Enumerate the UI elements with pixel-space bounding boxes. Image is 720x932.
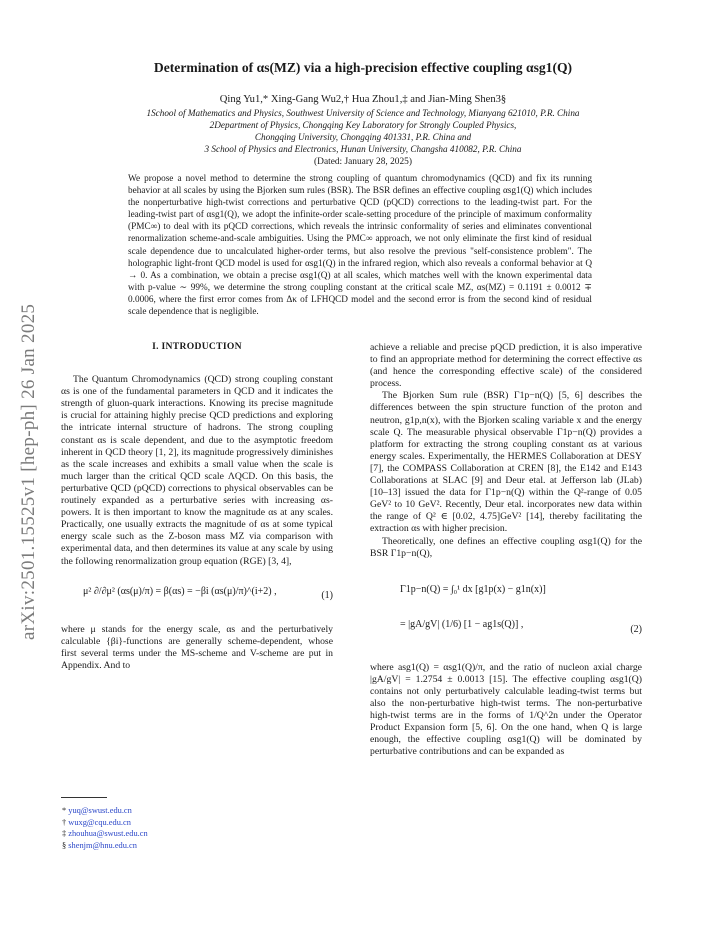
equation-2-number: (2)	[630, 623, 642, 635]
equation-1	[61, 574, 333, 618]
email-link[interactable]: wuxg@cqu.edu.cn	[68, 817, 131, 827]
equation-1-body: μ² ∂/∂μ² (αs(μ)/π) = β(αs) = −βi (αs(μ)/π)^(i+2) ,	[83, 585, 277, 597]
paragraph-right-1: achieve a reliable and precise pQCD prediction, it is also imperative to find an appropriate method for determining the correct effective αs (and hence the corresponding effective scale) of the considered process.	[370, 342, 642, 390]
equation-2-line-2: = |gA/gV| (1/6) [1 − ag1s(Q)] ,	[400, 618, 524, 630]
author-list: Qing Yu1,* Xing-Gang Wu2,† Hua Zhou1,‡ and Jian-Ming Shen3§	[219, 94, 507, 105]
left-column	[61, 341, 333, 672]
paragraph-right-4: where asg1(Q) = αsg1(Q)/π, and the ratio of nucleon axial charge |gA/gV| = 1.2754 ± 0.0013 [15]. The effective coupling αsg1(Q) contains not only perturbatively calculable leading-twist terms but also the non-perturbative high-twist terms. The non-perturbative high-twist terms are in the forms of 1/Q^2n under the Operator Product Expansion form [5, 6]. On the one hand, when Q is large enough, the effective coupling αsg1(Q) will be dominated by perturbative contributions and can be expanded as	[370, 661, 642, 758]
footnote-mark: §	[62, 840, 67, 850]
footnote-1	[62, 805, 148, 817]
paragraph-intro-1: The Quantum Chromodynamics (QCD) strong coupling constant αs is one of the fundamental parameters in QCD and it indicates the strength of gluon-quark interactions. Knowing its precise magnitude is crucial for attaining highly precise QCD predictions and exploring the intricate internal structure of hadrons. The strong coupling constant αs is scale dependent, and due to the asymptotic freedom inherent in QCD theory [1, 2], its magnitude progressively diminishes as the scale increases and exhibits a small value when the scale is much larger than the critical QCD scale ΛQCD. On this basis, the perturbative QCD (pQCD) corrections to physical observables can be routinely expanded as a perturbative series with increasing αs-powers. It is then important to know the magnitude αs at any scales. Practically, one usually extracts the magnitude of αs at some typical energy scale such as the Z-boson mass MZ via comparison with experimental data, and then determines its value at any scale by using the following renormalization group equation (RGE) [3, 4],	[61, 374, 333, 567]
footnote-4	[62, 840, 148, 852]
arxiv-identifier: arXiv:2501.15525v1 [hep-ph] 26 Jan 2025	[18, 303, 39, 640]
equation-2	[370, 574, 642, 652]
email-link[interactable]: yuq@swust.edu.cn	[68, 806, 132, 815]
paper-title: Determination of αs(MZ) via a high-precision effective coupling αsg1(Q)	[153, 60, 573, 75]
footnote-3	[62, 828, 148, 840]
affiliation-2-cont: Chongqing University, Chongqing 401331, P.R. China and	[254, 132, 472, 142]
affiliation-3: 3 School of Physics and Electronics, Hunan University, Changsha 410082, P.R. China	[204, 144, 522, 154]
equation-2-line-1: Γ1p−n(Q) = ∫₀¹ dx [g1p(x) − g1n(x)]	[400, 583, 546, 595]
footnotes	[62, 805, 148, 851]
paragraph-right-3: Theoretically, one defines an effective coupling αsg1(Q) for the BSR Γ1p−n(Q),	[370, 535, 642, 559]
paragraph-intro-2: where μ stands for the energy scale, αs and the perturbatively calculable {βi}-functions are generally scheme-dependent, whose first several terms under the MS-scheme and V-scheme are put in Appendix. And to	[61, 623, 333, 671]
section-heading-introduction: I. INTRODUCTION	[152, 341, 242, 352]
paper-header	[80, 60, 646, 167]
affiliation-2: 2Department of Physics, Chongqing Key Laboratory for Strongly Coupled Physics,	[209, 120, 517, 130]
abstract: We propose a novel method to determine the strong coupling of quantum chromodynamics (QCD) and fix its running behavior at all scales by using the Bjorken sum rules (BSR). The BSR defines an effective coupling αsg1(Q) which includes the nonperturbative high-twist corrections and perturbative QCD (pQCD) corrections to the leading-twist part. For the leading-twist part of αsg1(Q), we adopt the infinite-order scale-setting procedure of the principle of maximum conformality (PMC∞) to deal with its pQCD corrections, which reveals the intrinsic conformality of series and eliminates conventional renormalization scheme-and-scale ambiguities. Using the PMC∞ approach, we not only eliminate the first kind of residual scale dependence due to uncalculated higher-order terms, but also resolve the previous "self-consistence problem". The holographic light-front QCD model is used for αsg1(Q) in the infrared region, which also reveals a conformal behavior at Q → 0. As a combination, we obtain a precise αsg1(Q) at all scales, which matches well with the known experimental data with p-value ∼ 99%, we determine the strong coupling constant at the critical scale MZ, αs(MZ) = 0.1191 ± 0.0012 ∓ 0.0006, where the first error comes from Δκ of LFHQCD model and the second error is from the second kind of residual scale dependence that is negligible.	[128, 174, 592, 318]
paragraph-right-2: The Bjorken Sum rule (BSR) Γ1p−n(Q) [5, 6] describes the differences between the spin structure function of the proton and neutron, g1p,n(x), with the Bjorken scaling variable x and the energy scale Q. The measurable physical observable Γ1p−n(Q) provides a platform for extracting the strong coupling constant αs at various energy scales. Experimentally, the HERMES Collaboration at DESY [7], the COMPASS Collaboration at CREN [8], the E142 and E143 Collaborations at SLAC [9] and Deur etal. at Jefferson lab (JLab) [10–13] issued the data for Γ1p−n(Q) within the Q²-range of 0.05 GeV² to 10 GeV². Recently, Deur etal. incorporates new data within the range of Q² ∈ [0.02, 4.75]GeV² [14], thereby facilitating the extraction αs with higher precision.	[370, 390, 642, 535]
footnote-mark: †	[62, 817, 67, 827]
footnote-2	[62, 817, 148, 829]
email-link[interactable]: shenjm@hnu.edu.cn	[68, 840, 137, 850]
footnote-rule	[61, 797, 107, 798]
footnote-mark: ‡	[62, 829, 67, 838]
right-column	[370, 342, 642, 758]
date-line: (Dated: January 28, 2025)	[314, 157, 412, 167]
email-link[interactable]: zhouhua@swust.edu.cn	[68, 829, 148, 838]
footnote-mark: *	[62, 806, 67, 815]
affiliation-1: 1School of Mathematics and Physics, Southwest University of Science and Technology, Mianyang 621010, P.R. China	[146, 108, 580, 118]
equation-1-number: (1)	[321, 589, 333, 601]
